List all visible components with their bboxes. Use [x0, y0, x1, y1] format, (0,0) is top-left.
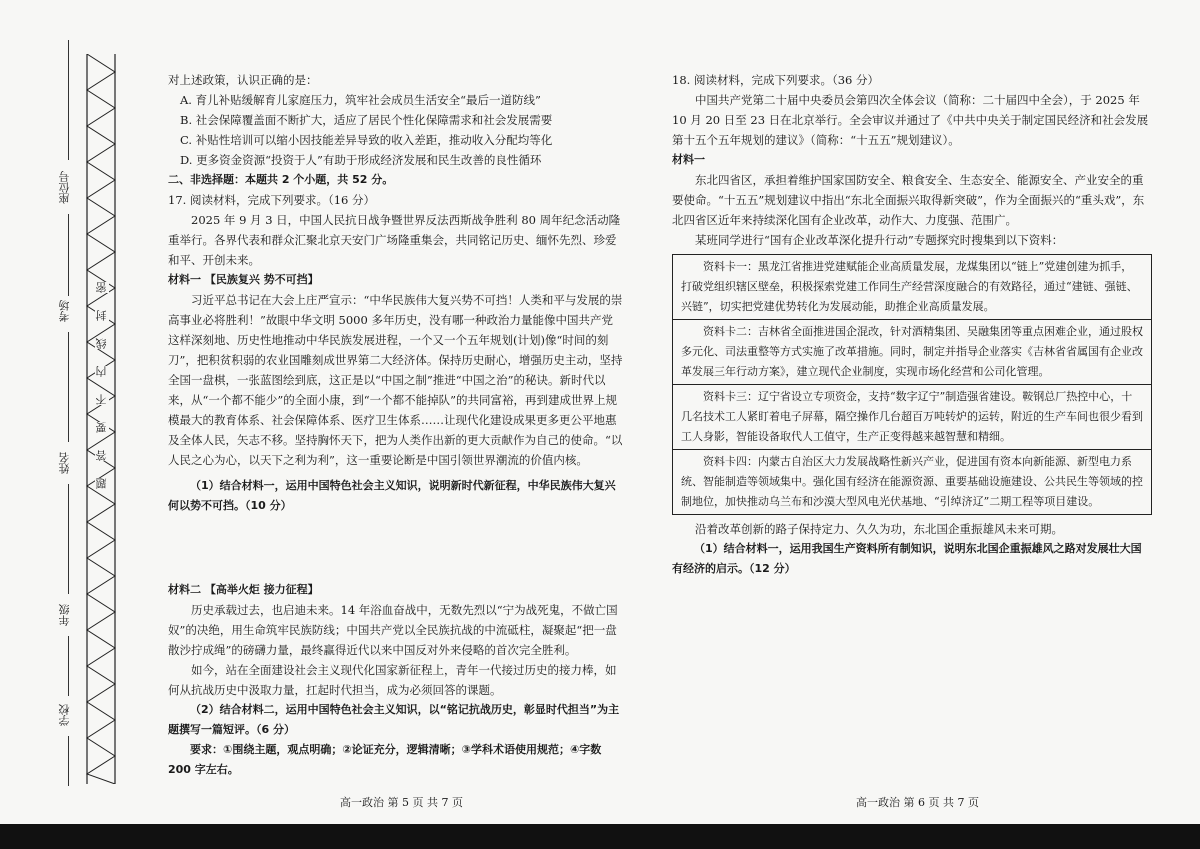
name-label: 姓名	[58, 448, 78, 478]
binding-margin	[0, 0, 140, 820]
seal-char: 题	[95, 478, 108, 489]
material-2-text-1: 历史承载过去，也启迪未来。14 年浴血奋战中，无数先烈以“宁为战死鬼，不做亡国奴”的决绝，用生命筑牢民族防线；中国共产党以全民族抗战的中流砥柱，凝聚起“把一盘散沙拧成绳”的磅礴力量，最终赢得近代以来中国反对外来侵略的首次完全胜利。	[168, 603, 618, 657]
q16-option-d: D. 更多资金资源“投资于人”有助于形成经济发展和民生改善的良性循环	[180, 153, 542, 167]
data-card: 资料卡一：黑龙江省推进党建赋能企业高质量发展，龙煤集团以“链上”党建创建为抓手，打破党组织辖区壁垒，积极探索党建工作同生产经营深度融合的有效路径，通过“建链、强链、兴链”，切实把党建优势转化为发展动能，助推企业高质量发展。	[673, 255, 1151, 320]
data-card: 资料卡三：辽宁省设立专项资金，支持“数字辽宁”制造强省建设。鞍钢总厂热控中心，十几名技术工人紧盯着电子屏幕，隔空操作几台超百万吨转炉的运转，附近的生产车间也很少看到工人身影，智能设备取代人工值守，生产正变得越来越智慧和精细。	[673, 385, 1151, 450]
page-6	[672, 70, 1152, 579]
q16-option-c: C. 补贴性培训可以缩小因技能差异导致的收入差距，推动收入分配均等化	[180, 133, 553, 147]
q17-2: （2）结合材料二，运用中国特色社会主义知识，以“铭记抗战历史，彰显时代担当”为主题撰写一篇短评。（6 分）	[168, 703, 620, 736]
data-card: 资料卡二：吉林省全面推进国企混改，针对酒精集团、吴融集团等重点困难企业，通过股权多元化、司法重整等方式实施了改革措施。同时，制定并指导企业落实《吉林省省属国有企业改革发展三年行动方案》，建立现代企业制度，实现市场化经营和公司化管理。	[673, 320, 1151, 385]
material-1-lead: 某班同学进行“国有企业改革深化提升行动”专题探究时搜集到以下资料：	[695, 233, 1064, 247]
scan-edge-band	[0, 824, 1200, 849]
seal-char: 内	[95, 366, 108, 377]
grade-label: 年级	[58, 600, 78, 630]
answer-space	[168, 516, 624, 580]
q18-intro: 中国共产党第二十届中央委员会第四次全体会议（简称：二十届四中全会），于 2025 年 10 月 20 日至 23 日在北京举行。全会审议并通过了《中共中央关于制定国民经济和社会发展第十五个五年规划的建议》（简称：“十五五”规划建议）。	[672, 93, 1149, 147]
q17-heading: 17. 阅读材料，完成下列要求。（16 分）	[168, 193, 375, 207]
q16-option-a: A. 育儿补贴缓解育儿家庭压力，筑牢社会成员生活安全“最后一道防线”	[180, 93, 541, 107]
q17-1: （1）结合材料一，运用中国特色社会主义知识，说明新时代新征程，中华民族伟大复兴何以势不可挡。（10 分）	[168, 479, 616, 512]
seal-line-zigzag	[86, 54, 116, 784]
material-1-title: 材料一 【民族复兴 势不可挡】	[168, 273, 319, 286]
grade-line	[68, 484, 69, 594]
data-cards-table	[672, 254, 1152, 515]
material-1-title: 材料一	[672, 153, 705, 166]
material-1-text: 习近平总书记在大会上庄严宣示：“中华民族伟大复兴势不可挡！人类和平与发展的崇高事业必将胜利！”故眼中华文明 5000 多年历史，没有哪一种政治力量能像中国共产党这样深刻地、历史性地推动中华民族发展进程，一个又一个五年规划(计划)像“时间的刻刀”，把积贫积弱的农业国雕刻成世界第二大经济体。保持历史耐心，增强历史主动，坚持全国一盘棋，一张蓝图绘到底，这正是以“中国之制”推进“中国之治”的秘诀。新时代以来，从“一个都不能少”的全面小康，到“一个都不能掉队”的共同富裕，再到建成世界上规模最大的教育体系、社会保障体系、医疗卫生体系……让现代化建设成果更多更公平地惠及全体人民，矢志不移。坚持胸怀天下，把为人类作出新的更大贡献作为自己的使命。“以人民之心为心，以天下之利为利”，这一重要论断是中国引领世界潮流的价值内核。	[168, 293, 623, 467]
seal-char: 封	[95, 310, 108, 321]
name-line	[68, 332, 69, 442]
seal-char: 要	[95, 422, 108, 433]
q18-1: （1）结合材料一，运用我国生产资料所有制知识，说明东北国企重振雄风之路对发展壮大国有经济的启示。（12 分）	[672, 542, 1142, 575]
seat-label: 座位号	[58, 168, 78, 208]
closing-text: 沿着改革创新的路子保持定力、久久为功，东北国企重振雄风未来可期。	[695, 522, 1063, 536]
q17-2-requirements: 要求：①围绕主题，观点明确；②论证充分，逻辑清晰；③学科术语使用规范；④字数 200 字左右。	[168, 743, 602, 776]
school-line	[68, 636, 69, 696]
seal-char: 线	[95, 338, 108, 349]
seat-line	[68, 40, 69, 160]
section-heading: 二、非选择题：本题共 2 个小题，共 52 分。	[168, 173, 394, 186]
school-line-tail	[68, 736, 69, 786]
exam-room-label: 考场	[58, 296, 78, 326]
material-1-text: 东北四省区，承担着维护国家国防安全、粮食安全、生态安全、能源安全、产业安全的重要使命。“十五五”规划建议中指出“东北全面振兴取得新突破”，作为全面振兴的“重头戏”，东北四省区近年来持续深化国有企业改革，动作大、力度强、范围广。	[672, 173, 1145, 227]
page-footer-5: 高一政治 第 5 页 共 7 页	[340, 796, 463, 809]
q17-intro: 2025 年 9 月 3 日，中国人民抗日战争暨世界反法西斯战争胜利 80 周年纪念活动隆重举行。各界代表和群众汇聚北京天安门广场隆重集会，共同铭记历史、缅怀先烈、珍爱和平、开创未来。	[168, 213, 621, 267]
page-footer-6: 高一政治 第 6 页 共 7 页	[856, 796, 979, 809]
material-2-text-2: 如今，站在全面建设社会主义现代化国家新征程上，青年一代接过历史的接力棒，如何从抗战历史中汲取力量，扛起时代担当，成为必须回答的课题。	[168, 663, 617, 697]
material-2-title: 材料二 【高举火炬 接力征程】	[168, 583, 319, 596]
data-card: 资料卡四：内蒙古自治区大力发展战略性新兴产业，促进国有资本向新能源、新型电力系统、智能制造等领域集中。强化国有经济在能源资源、重要基础设施建设、公共民生等领域的控制地位，加快推动乌兰布和沙漠大型风电光伏基地、“引绰济辽”二期工程等项目建设。	[681, 455, 1143, 508]
school-label: 学校	[58, 700, 78, 730]
seal-char: 答	[95, 450, 108, 461]
seal-char: 密	[95, 282, 108, 293]
q18-heading: 18. 阅读材料，完成下列要求。（36 分）	[672, 73, 879, 87]
seal-char: 不	[95, 394, 108, 405]
page-5	[168, 70, 624, 780]
q16-stem: 对上述政策，认识正确的是：	[168, 73, 318, 87]
q16-option-b: B. 社会保障覆盖面不断扩大，适应了居民个性化保障需求和社会发展需要	[180, 113, 553, 127]
exam-room-line	[68, 214, 69, 304]
